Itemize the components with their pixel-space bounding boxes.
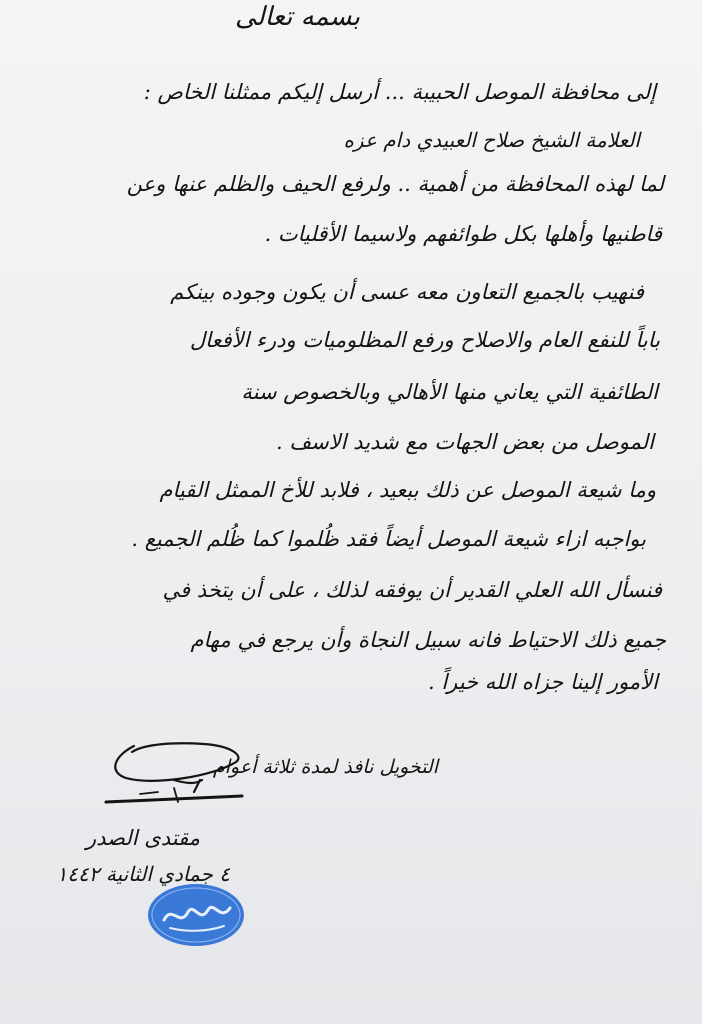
letter-line: العلامة الشيخ صلاح العبيدي دام عزه: [343, 128, 640, 152]
letter-line: لما لهذه المحافظة من أهمية .. ولرفع الحيف والظلم عنها وعن: [126, 172, 664, 196]
letter-line: قاطنيها وأهلها بكل طوائفهم ولاسيما الأقليات .: [264, 222, 662, 246]
handwritten-signature: [104, 722, 244, 808]
letter-line: فنسأل الله العلي القدير أن يوفقه لذلك ، على أن يتخذ في: [162, 578, 662, 602]
letter-line: جميع ذلك الاحتياط فانه سبيل النجاة وأن يرجع في مهام: [190, 628, 666, 652]
official-seal: [146, 882, 246, 948]
letter-line: وما شيعة الموصل عن ذلك ببعيد ، فلابد للأخ الممثل القيام: [159, 478, 656, 502]
letter-date: ٤ جمادي الثانية ١٤٤٢: [56, 862, 230, 886]
letter-line: إلى محافظة الموصل الحبيبة ... أرسل إليكم ممثلنا الخاص :: [143, 80, 656, 104]
signatory-name: مقتدى الصدر: [86, 826, 200, 850]
letter-line: الموصل من بعض الجهات مع شديد الاسف .: [276, 430, 654, 454]
letter-line: بواجبه ازاء شيعة الموصل أيضاً فقد ظُلموا كما ظُلم الجميع .: [131, 527, 646, 551]
validity-note: التخويل نافذ لمدة ثلاثة أعوام: [212, 756, 438, 778]
letter-line: الأمور إلينا جزاه الله خيراً .: [428, 670, 658, 694]
letter-header: بسمه تعالى: [235, 2, 360, 32]
letter-line: باباً للنفع العام والاصلاح ورفع المظلوميات ودرء الأفعال: [189, 328, 660, 352]
letter-line: الطائفية التي يعاني منها الأهالي وبالخصوص سنة: [241, 380, 658, 404]
letter-line: فنهيب بالجميع التعاون معه عسى أن يكون وجوده بينكم: [170, 280, 644, 304]
